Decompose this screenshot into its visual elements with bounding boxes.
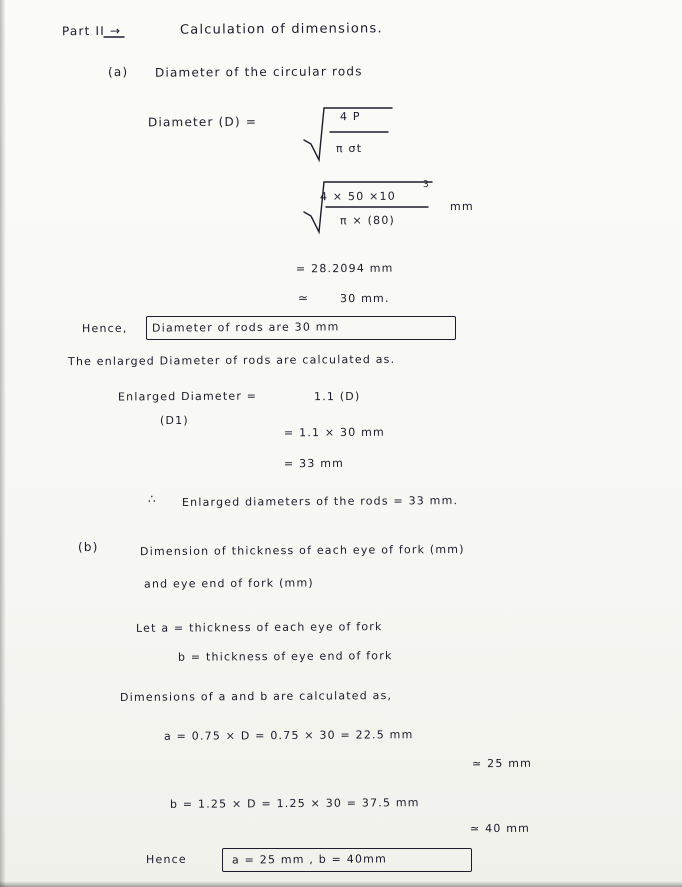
final-result: a = 25 mm , b = 40mm — [231, 852, 388, 867]
substitution-exponent: 3 — [422, 179, 430, 191]
b-approx: ≃ 40 mm — [469, 821, 531, 836]
enlarged-eq2: = 1.1 × 30 mm — [283, 425, 385, 440]
final-hence: Hence — [145, 852, 187, 867]
a-equation: a = 0.75 × D = 0.75 × 30 = 22.5 mm — [163, 728, 414, 743]
let-b: b = thickness of eye end of fork — [177, 649, 393, 664]
section-b-title-line2: and eye end of fork (mm) — [143, 576, 314, 591]
diameter-label: Diameter (D) = — [147, 114, 258, 130]
page-edge-shadow — [0, 0, 6, 887]
result-exact: = 28.2094 mm — [295, 261, 394, 276]
enlarged-intro: The enlarged Diameter of rods are calculated as. — [67, 352, 396, 369]
b-equation: b = 1.25 × D = 1.25 × 30 = 37.5 mm — [169, 796, 420, 811]
section-b-label: (b) — [77, 539, 99, 555]
let-a: Let a = thickness of each eye of fork — [135, 620, 383, 635]
section-a-title: Diameter of the circular rods — [154, 64, 363, 80]
page-bottom-shadow — [0, 881, 682, 887]
part-label: Part II → — [61, 23, 122, 39]
enlarged-eq1: 1.1 (D) — [313, 389, 361, 404]
page-title: Calculation of dimensions. — [179, 21, 383, 38]
enlarged-symbol: (D1) — [159, 413, 189, 428]
formula-denominator: π σt — [335, 141, 363, 156]
hence-label: Hence, — [81, 321, 128, 336]
section-b-title-line1: Dimension of thickness of each eye of fork (mm) — [139, 542, 465, 559]
a-approx: ≃ 25 mm — [471, 756, 533, 771]
substitution-denominator: π × (80) — [339, 213, 396, 228]
enlarged-label: Enlarged Diameter = — [117, 389, 258, 404]
section-a-label: (a) — [107, 64, 129, 80]
enlarged-eq3: = 33 mm — [283, 456, 345, 471]
radical-sign-1 — [304, 108, 392, 160]
result-rounded: 30 mm. — [339, 291, 390, 306]
calc-intro: Dimensions of a and b are calculated as, — [119, 689, 393, 704]
therefore-symbol: ∴ — [147, 491, 157, 507]
formula-numerator: 4 P — [339, 109, 361, 124]
substitution-numerator: 4 × 50 ×10 — [319, 189, 396, 204]
approx-symbol: ≃ — [297, 290, 310, 306]
enlarged-conclusion: Enlarged diameters of the rods = 33 mm. — [181, 494, 459, 509]
unit-mm: mm — [449, 199, 474, 214]
boxed-result: Diameter of rods are 30 mm — [151, 320, 340, 335]
